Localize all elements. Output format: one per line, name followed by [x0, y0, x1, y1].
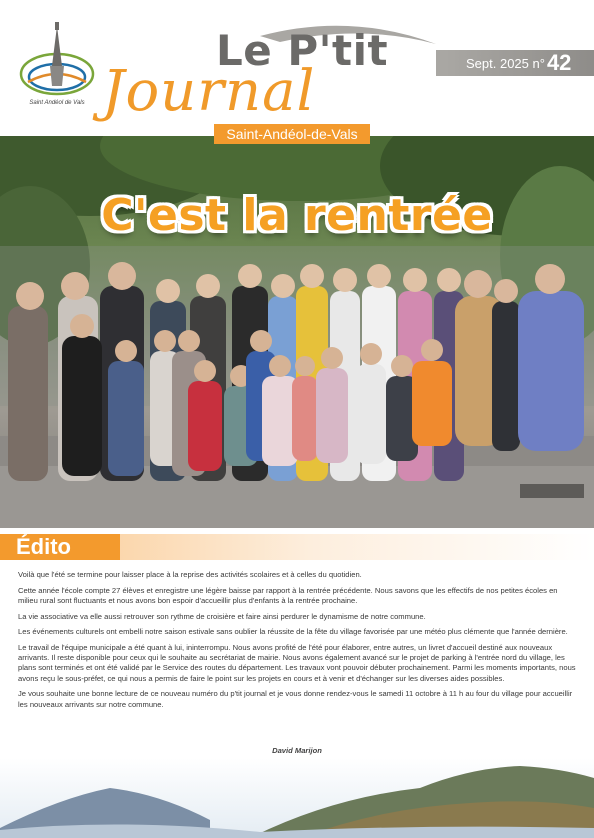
- town-banner: Saint-Andéol-de-Vals: [214, 124, 370, 144]
- landscape-footer: [0, 758, 594, 838]
- issue-bar-stripe: [436, 50, 448, 76]
- edito-paragraph: Cette année l'école compte 27 élèves et enregistre une légère baisse par rapport à la rentrée précédente. Nous savons que les effectifs de nos petites écoles en milieu rural sont fluctuants et nous avons bon espoir d'accueillir plus d'enfants à la rentrée prochaine.: [18, 585, 558, 605]
- edito-body: [18, 570, 576, 715]
- cover-photo: [0, 136, 594, 528]
- edito-header-fade: [120, 534, 594, 560]
- logo-caption: Saint Andéol de Vals: [29, 100, 85, 106]
- edito-signature: David Marijon: [272, 746, 322, 755]
- edito-paragraph: Les événements culturels ont embelli notre saison estivale sans oublier la réussite de la fête du village favorisée par une météo plus clémente que l'année dernière.: [18, 627, 568, 637]
- journal-title-line1: Le P'tit: [216, 26, 389, 75]
- issue-label: Sept. 2025 n°: [466, 56, 545, 71]
- edito-header: [0, 534, 594, 560]
- mountain-landscape-illustration: [0, 758, 594, 838]
- journal-title-line2: Journal: [102, 59, 316, 124]
- cover-headline: C'est la rentrée: [101, 190, 493, 241]
- edito-paragraph: La vie associative va elle aussi retrouver son rythme de croisière et faire ainsi perdurer le dynamisme de notre commune.: [18, 611, 426, 621]
- edito-paragraph: Le travail de l'équipe municipale a été quant à lui, ininterrompu. Nous avons profité de l'été pour élaborer, entre autres, un livret d'accueil destiné aux nouveaux arrivants. Il reste disponible pour ceux qui le souhaite au secrétariat de mairie. Nous avons également avancé sur le projet de parking à l'entrée nord du village, les plans sont terminés et ont été validé par le Service des routes du département. Les travaux vont pouvoir débuter prochainement. Parmi les moments importants, nous avons reçu le sous-préfet, ce qui nous a permis de faire le point sur les projets en cours et à venir et d'échanger sur les diverses aides possibles.: [18, 643, 576, 683]
- masthead: [0, 0, 594, 136]
- village-logo: [14, 22, 100, 114]
- issue-text: [466, 50, 571, 76]
- issue-bar: [446, 50, 594, 76]
- edito-paragraph: Voilà que l'été se termine pour laisser place à la reprise des activités scolaires et à celles du quotidien.: [18, 570, 362, 579]
- edito-paragraph: Je vous souhaite une bonne lecture de ce nouveau numéro du p'tit journal et je vous donne rendez-vous le samedi 11 octobre à 11 h au four du village pour accueillir les nouveaux arrivants sur notre commune.: [18, 689, 573, 709]
- edito-title: Édito: [16, 534, 71, 559]
- issue-number: 42: [546, 50, 572, 75]
